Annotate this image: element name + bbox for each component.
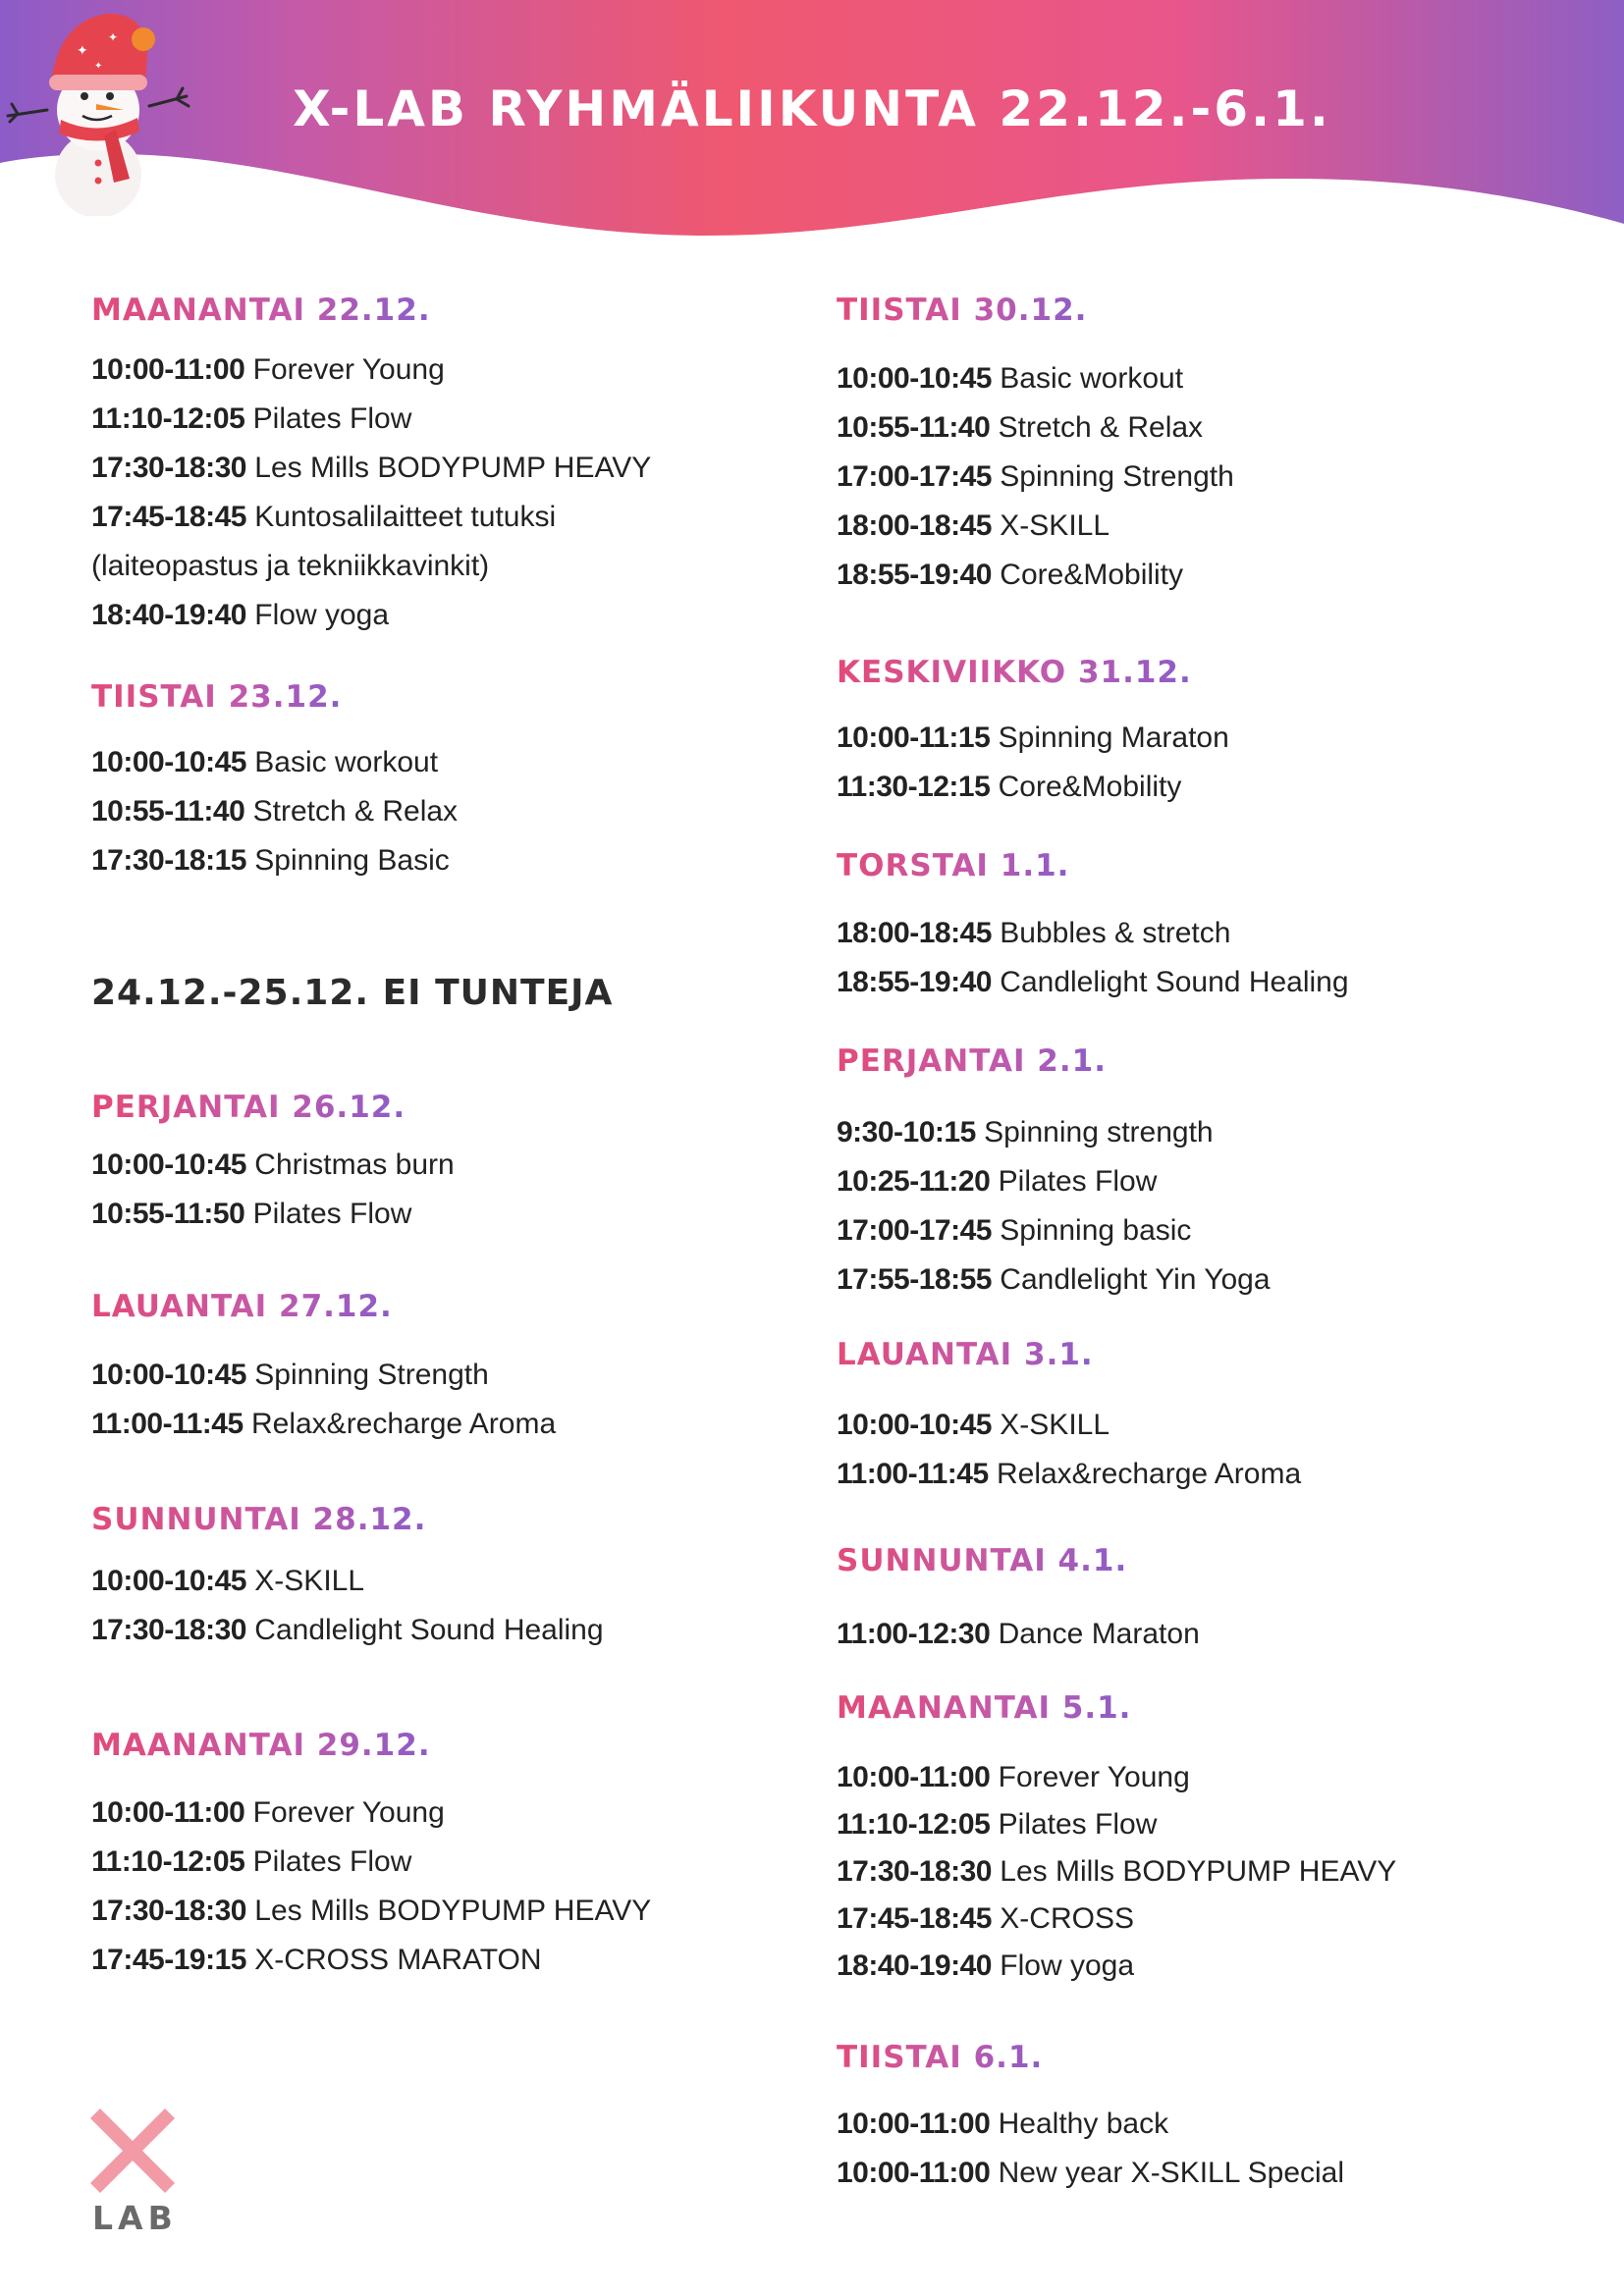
class-entry [837, 966, 1349, 999]
class-entry [91, 452, 651, 485]
class-time: 18:00-18:45 [837, 509, 992, 542]
class-entry [837, 1808, 1157, 1842]
class-name: Les Mills BODYPUMP HEAVY [1000, 1855, 1397, 1888]
class-time: 10:00-11:00 [837, 1761, 991, 1793]
day-heading: TIISTAI 23.12. [91, 679, 343, 715]
class-time: 10:00-10:45 [91, 746, 246, 778]
class-entry [91, 746, 438, 779]
class-entry [91, 1614, 604, 1647]
class-name: Stretch & Relax [252, 795, 459, 828]
class-entry [837, 771, 1181, 804]
class-name: Basic workout [254, 746, 439, 778]
class-name: Core&Mobility [1000, 559, 1184, 591]
svg-text:✦: ✦ [108, 30, 119, 44]
class-entry [91, 1895, 651, 1928]
class-entry [837, 460, 1234, 494]
class-name: Candlelight Yin Yoga [1000, 1263, 1271, 1296]
class-time: 10:55-11:40 [837, 411, 991, 444]
class-entry [91, 353, 445, 387]
class-time: 10:00-11:15 [837, 721, 991, 754]
class-time: 10:00-10:45 [91, 1148, 246, 1181]
class-entry [91, 1198, 411, 1231]
header-banner [0, 0, 1624, 255]
x-logo-icon [90, 2109, 175, 2193]
class-name: X-SKILL [1000, 509, 1110, 542]
class-entry [91, 1565, 364, 1598]
class-time: 10:00-11:00 [91, 353, 245, 386]
class-entry [91, 1148, 455, 1182]
class-entry [837, 362, 1183, 396]
day-heading: PERJANTAI 26.12. [91, 1090, 406, 1125]
class-entry [91, 402, 411, 436]
svg-text:✦: ✦ [94, 61, 103, 72]
day-heading: TIISTAI 30.12. [837, 293, 1088, 328]
class-name: Kuntosalilaitteet tutuksi [254, 501, 557, 533]
svg-text:✦: ✦ [77, 43, 88, 59]
class-name: Spinning strength [984, 1116, 1214, 1148]
class-entry [837, 1949, 1134, 1983]
class-entry [91, 1845, 411, 1879]
class-entry [91, 1944, 542, 1977]
class-name: Spinning Maraton [998, 721, 1229, 754]
class-time: 17:30-18:30 [91, 1895, 246, 1927]
class-time: 18:55-19:40 [837, 559, 992, 591]
class-entry [91, 1359, 489, 1392]
class-time: 17:30-18:30 [91, 1614, 246, 1646]
xlab-logo [90, 2109, 181, 2237]
class-entry [837, 411, 1203, 445]
day-heading: PERJANTAI 2.1. [837, 1043, 1107, 1079]
class-name: Flow yoga [1000, 1949, 1135, 1982]
snowman-icon [0, 0, 196, 216]
class-time: 11:10-12:05 [91, 1845, 245, 1878]
class-entry [837, 2108, 1168, 2141]
class-entry [837, 1902, 1134, 1936]
day-heading: KESKIVIIKKO 31.12. [837, 655, 1192, 690]
class-name: Spinning Basic [254, 844, 450, 877]
class-time: 11:00-11:45 [91, 1408, 244, 1440]
class-time: 11:30-12:15 [837, 771, 991, 803]
class-name: Pilates Flow [252, 1845, 412, 1878]
class-entry [837, 1855, 1396, 1889]
class-name: Pilates Flow [252, 1198, 412, 1230]
day-heading: LAUANTAI 27.12. [91, 1289, 393, 1324]
class-entry [837, 1761, 1190, 1794]
page-title: X-LAB RYHMÄLIIKUNTA 22.12.-6.1. [293, 80, 1331, 137]
class-name: Relax&recharge Aroma [250, 1408, 557, 1440]
class-name: Forever Young [998, 1761, 1190, 1793]
class-time: 11:00-11:45 [837, 1458, 989, 1490]
class-name: Basic workout [1000, 362, 1184, 395]
class-entry [837, 1116, 1214, 1149]
class-entry [837, 917, 1230, 950]
class-time: 17:30-18:30 [91, 452, 246, 484]
class-name: Flow yoga [254, 599, 390, 631]
class-time: 11:00-12:30 [837, 1618, 991, 1650]
class-name: (laiteopastus ja tekniikkavinkit) [91, 550, 490, 582]
class-name: Spinning Strength [254, 1359, 489, 1391]
class-name: New year X-SKILL Special [998, 2157, 1345, 2189]
class-time: 10:25-11:20 [837, 1165, 991, 1198]
class-entry [91, 1408, 556, 1441]
class-time: 17:30-18:30 [837, 1855, 992, 1888]
day-heading: LAUANTAI 3.1. [837, 1337, 1094, 1372]
class-time: 10:00-10:45 [91, 1359, 246, 1391]
class-time: 11:10-12:05 [91, 402, 245, 435]
class-name: Candlelight Sound Healing [1000, 966, 1349, 998]
class-time: 10:00-10:45 [837, 362, 992, 395]
class-time: 10:55-11:40 [91, 795, 245, 828]
day-heading: SUNNUNTAI 4.1. [837, 1543, 1128, 1578]
class-time: 17:30-18:15 [91, 844, 246, 877]
class-entry [91, 1796, 445, 1830]
class-time: 11:10-12:05 [837, 1808, 991, 1841]
class-name: Healthy back [998, 2108, 1169, 2140]
class-name: X-SKILL [1000, 1409, 1110, 1441]
class-time: 18:00-18:45 [837, 917, 992, 949]
class-time: 10:00-11:00 [837, 2108, 991, 2140]
class-time: 18:40-19:40 [91, 599, 246, 631]
class-entry [837, 559, 1183, 592]
class-entry [837, 1618, 1200, 1651]
day-heading: TORSTAI 1.1. [837, 848, 1070, 883]
class-entry [91, 599, 389, 632]
class-name: Les Mills BODYPUMP HEAVY [254, 452, 652, 484]
class-entry [837, 2157, 1344, 2190]
class-name: Relax&recharge Aroma [996, 1458, 1302, 1490]
day-heading: MAANANTAI 22.12. [91, 293, 431, 328]
class-name: Christmas burn [254, 1148, 455, 1181]
no-classes-note: 24.12.-25.12. EI TUNTEJA [91, 973, 614, 1013]
class-entry [837, 1409, 1110, 1442]
class-name: Pilates Flow [252, 402, 412, 435]
class-name: Forever Young [252, 353, 445, 386]
class-name: Bubbles & stretch [1000, 917, 1231, 949]
class-name: Spinning Strength [1000, 460, 1234, 493]
class-time: 10:00-10:45 [837, 1409, 992, 1441]
class-name: Forever Young [252, 1796, 445, 1829]
class-time: 17:45-18:45 [91, 501, 246, 533]
class-name: Dance Maraton [998, 1618, 1200, 1650]
class-time: 17:45-18:45 [837, 1902, 992, 1935]
class-time: 18:40-19:40 [837, 1949, 992, 1982]
day-heading: MAANANTAI 5.1. [837, 1690, 1132, 1726]
class-name: X-CROSS [1000, 1902, 1134, 1935]
class-name: X-CROSS MARATON [254, 1944, 542, 1976]
class-entry [837, 509, 1110, 543]
class-name: Core&Mobility [998, 771, 1182, 803]
class-time: 10:00-11:00 [91, 1796, 245, 1829]
class-entry [837, 1458, 1301, 1491]
class-time: 10:00-11:00 [837, 2157, 991, 2189]
class-entry [91, 550, 489, 583]
class-entry [91, 844, 450, 878]
class-time: 17:55-18:55 [837, 1263, 992, 1296]
class-entry [837, 721, 1229, 755]
class-name: Candlelight Sound Healing [254, 1614, 604, 1646]
class-name: Les Mills BODYPUMP HEAVY [254, 1895, 652, 1927]
day-heading: TIISTAI 6.1. [837, 2040, 1044, 2075]
class-entry [837, 1165, 1157, 1199]
class-time: 17:00-17:45 [837, 1214, 992, 1247]
class-time: 9:30-10:15 [837, 1116, 976, 1148]
class-time: 10:00-10:45 [91, 1565, 246, 1597]
class-name: Pilates Flow [998, 1808, 1158, 1841]
class-time: 18:55-19:40 [837, 966, 992, 998]
class-entry [837, 1263, 1271, 1297]
class-time: 17:00-17:45 [837, 460, 992, 493]
class-name: Pilates Flow [998, 1165, 1158, 1198]
logo-label: LAB [92, 2199, 178, 2237]
class-time: 10:55-11:50 [91, 1198, 245, 1230]
day-heading: MAANANTAI 29.12. [91, 1728, 431, 1763]
class-entry [837, 1214, 1191, 1248]
class-time: 17:45-19:15 [91, 1944, 246, 1976]
class-entry [91, 501, 556, 534]
day-heading: SUNNUNTAI 28.12. [91, 1502, 427, 1537]
class-name: Spinning basic [1000, 1214, 1192, 1247]
class-name: X-SKILL [254, 1565, 365, 1597]
class-entry [91, 795, 458, 828]
class-name: Stretch & Relax [998, 411, 1204, 444]
